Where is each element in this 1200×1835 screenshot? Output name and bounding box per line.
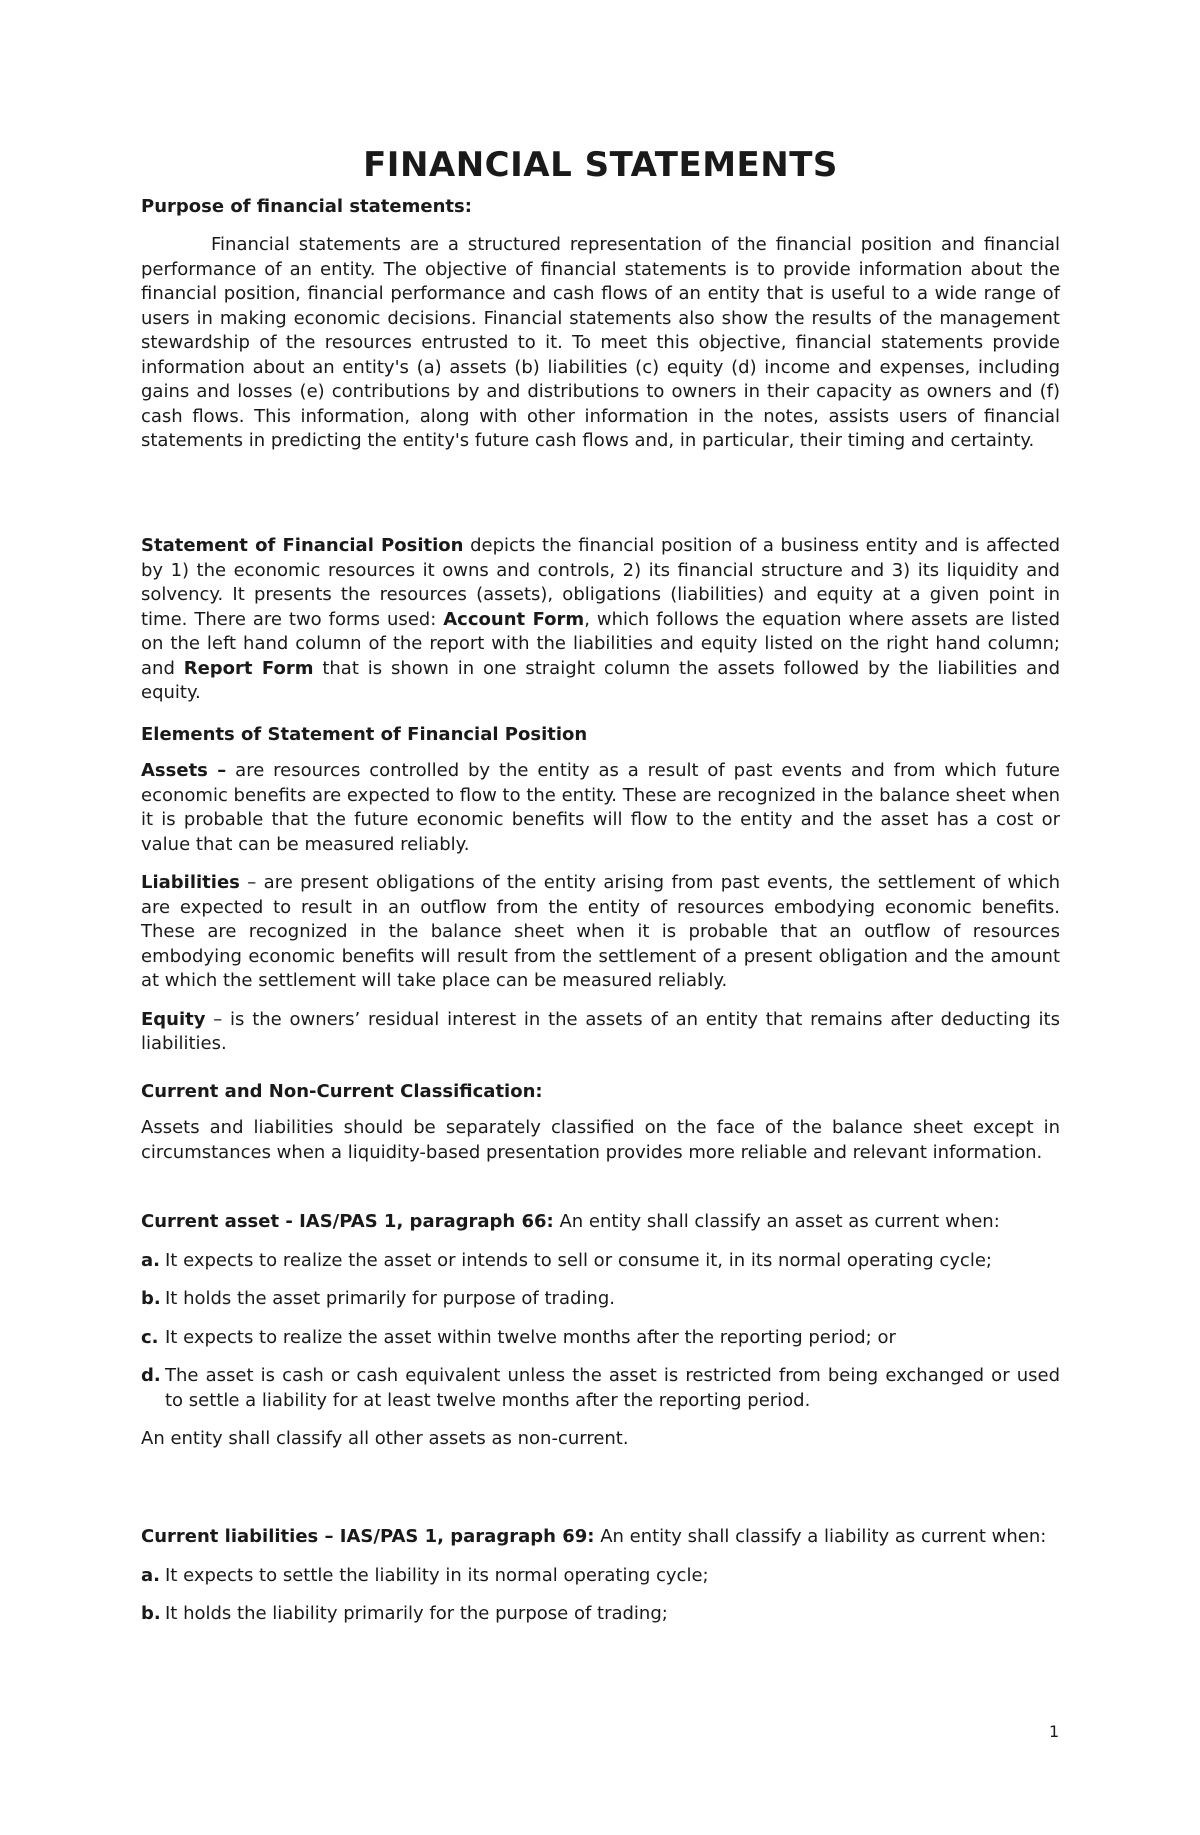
list-item-text: The asset is cash or cash equivalent unless the asset is restricted from being exchanged or used to settle a liability for at least twelve months after the reporting period. <box>165 1365 1060 1411</box>
current-asset-text: An entity shall classify an asset as current when: <box>553 1211 1000 1232</box>
elements-section <box>141 724 1060 1057</box>
equity-term: Equity <box>141 1008 206 1030</box>
current-liabilities-lead: Current liabilities – IAS/PAS 1, paragraph 69: <box>141 1526 595 1547</box>
current-liabilities-text: An entity shall classify a liability as current when: <box>594 1526 1047 1547</box>
list-item <box>141 1287 1060 1312</box>
list-item-text: It expects to settle the liability in its normal operating cycle; <box>165 1564 709 1586</box>
list-item <box>141 1249 1060 1274</box>
sofp-text-3: that is shown in one straight column the assets followed by the liabilities and equity. <box>141 657 1060 703</box>
report-form-term: Report Form <box>183 657 314 679</box>
page-number: 1 <box>1049 1722 1060 1741</box>
list-item-text: It expects to realize the asset or intends to sell or consume it, in its normal operating cycle; <box>165 1249 992 1271</box>
document-title: FINANCIAL STATEMENTS <box>363 145 838 185</box>
list-item <box>141 1564 1060 1589</box>
liabilities-paragraph <box>141 871 1060 994</box>
equity-paragraph <box>141 1008 1060 1057</box>
list-item-text: It expects to realize the asset within twelve months after the reporting period; or <box>165 1326 896 1348</box>
list-item-text: It holds the liability primarily for the purpose of trading; <box>165 1603 668 1624</box>
liabilities-definition: – are present obligations of the entity arising from past events, the settlement of which are expected to result in an outflow from the entity of resources embodying economic benefits. These are recognized in the balance sheet when it is probable that an outflow of resources embodying economic benefits will result from the settlement of a present obligation and the amount at which the settlement will take place can be measured reliably. <box>141 872 1060 991</box>
classification-section <box>141 1081 1060 1165</box>
sofp-paragraph <box>141 534 1060 706</box>
assets-definition: are resources controlled by the entity as a result of past events and from which future economic benefits are expected to flow to the entity. These are recognized in the balance sheet when it is probable that the future economic benefits will flow to the entity and the asset has a cost or value that can be measured reliably. <box>141 760 1061 855</box>
list-item <box>141 1326 1060 1351</box>
list-marker: b. <box>141 1603 161 1624</box>
current-asset-section <box>141 1210 1060 1452</box>
current-liabilities-intro <box>141 1525 1060 1550</box>
purpose-heading: Purpose of financial statements: <box>141 196 472 217</box>
list-marker: a. <box>141 1564 160 1586</box>
sofp-text-2: , which follows the equation where assets are listed on the left hand column of the report with the liabilities and equity listed on the right hand column; and <box>141 608 1060 679</box>
list-marker: b. <box>141 1288 161 1309</box>
sofp-text-1: depicts the financial position of a business entity and is affected by 1) the economic resources it owns and controls, 2) its financial structure and 3) its liquidity and solvency. It presents the resources (assets), obligations (liabilities) and equity at a given point in time. There are two forms used: <box>141 535 1061 630</box>
current-liabilities-section <box>141 1525 1060 1627</box>
list-item <box>141 1364 1060 1413</box>
list-marker: d. <box>141 1365 161 1386</box>
elements-heading: Elements of Statement of Financial Position <box>141 724 588 745</box>
assets-term: Assets – <box>141 760 227 781</box>
list-marker: c. <box>141 1326 159 1348</box>
purpose-paragraph: Financial statements are a structured representation of the financial position and financial performance of an entity. The objective of financial statements is to provide information about the financial position, financial performance and cash flows of an entity that is useful to a wide range of users in making economic decisions. Financial statements also show the results of the management stewardship of the resources entrusted to it. To meet this objective, financial statements provide information about an entity's (a) assets (b) liabilities (c) equity (d) income and expenses, including gains and losses (e) contributions by and distributions to owners in their capacity as owners and (f) cash flows. This information, along with other information in the notes, assists users of financial statements in predicting the entity's future cash flows and, in particular, their timing and certainty. <box>141 234 1060 451</box>
equity-definition: – is the owners’ residual interest in the assets of an entity that remains after deducting its liabilities. <box>141 1008 1060 1054</box>
sofp-section <box>141 534 1060 706</box>
purpose-section <box>141 196 1060 454</box>
classification-heading: Current and Non-Current Classification: <box>141 1081 543 1102</box>
current-asset-intro <box>141 1210 1060 1235</box>
current-asset-lead: Current asset - IAS/PAS 1, paragraph 66: <box>141 1211 554 1232</box>
assets-paragraph <box>141 759 1060 857</box>
list-marker: a. <box>141 1249 160 1271</box>
classification-paragraph: Assets and liabilities should be separately classified on the face of the balance sheet except in circumstances when a liquidity-based presentation provides more reliable and relevant information. <box>141 1117 1060 1163</box>
list-item <box>141 1602 1060 1627</box>
noncurrent-statement: An entity shall classify all other assets as non-current. <box>141 1428 629 1449</box>
list-item-text: It holds the asset primarily for purpose of trading. <box>165 1288 615 1309</box>
sofp-lead: Statement of Financial Position <box>141 535 464 556</box>
account-form-term: Account Form <box>443 608 585 630</box>
liabilities-term: Liabilities <box>141 872 240 893</box>
